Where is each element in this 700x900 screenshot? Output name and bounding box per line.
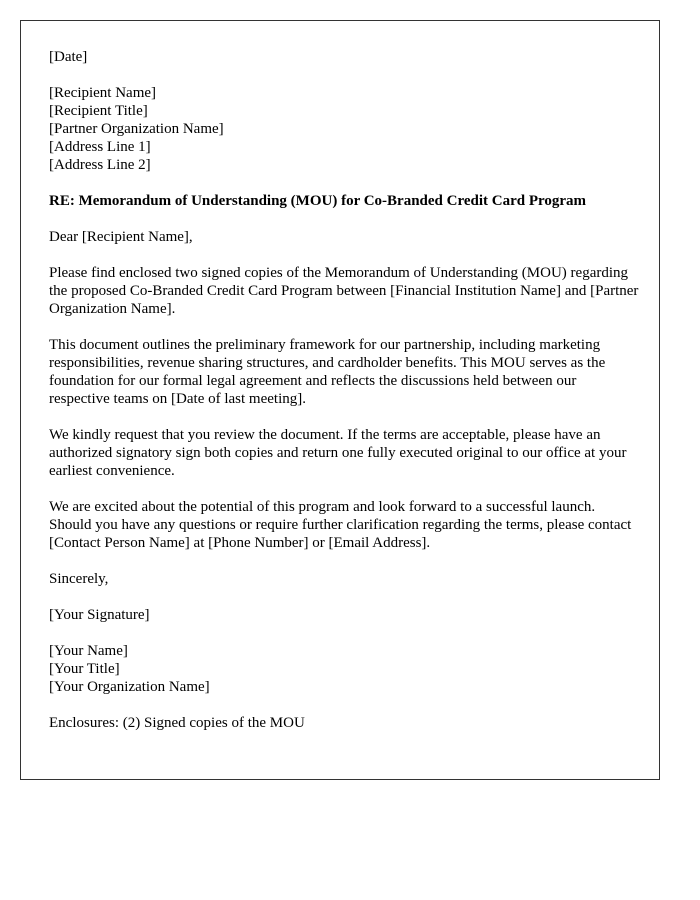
recipient-name: [Recipient Name] <box>49 85 157 101</box>
recipient-address-block <box>49 84 639 174</box>
closing: Sincerely, <box>49 571 109 587</box>
enclosures-line: Enclosures: (2) Signed copies of the MOU <box>49 715 305 731</box>
recipient-address-line-2: [Address Line 2] <box>49 157 151 173</box>
signature-placeholder: [Your Signature] <box>49 607 150 623</box>
letter-page <box>20 20 660 780</box>
sender-name: [Your Name] <box>49 643 128 659</box>
salutation: Dear [Recipient Name], <box>49 229 193 245</box>
sender-title: [Your Title] <box>49 661 120 677</box>
body-paragraph-contact: We are excited about the potential of this program and look forward to a successful launch. Should you have any questions or require further clarification regarding the terms, please contact [Contact Person Name] at [Phone Number] or [Email Address]. <box>49 499 632 551</box>
sender-block <box>49 642 639 696</box>
recipient-title: [Recipient Title] <box>49 103 148 119</box>
date-line <box>49 48 639 66</box>
body-paragraph-enclosed-copies: Please find enclosed two signed copies of the Memorandum of Understanding (MOU) regarding the proposed Co-Branded Credit Card Program between [Financial Institution Name] and [Partner Organization Name]. <box>49 265 639 317</box>
body-paragraph-framework: This document outlines the preliminary framework for our partnership, including marketing responsibilities, revenue sharing structures, and cardholder benefits. This MOU serves as the foundation for our formal legal agreement and reflects the discussions held between our respective teams on [Date of last meeting]. <box>49 337 606 407</box>
recipient-address-line-1: [Address Line 1] <box>49 139 151 155</box>
body-paragraph-review-request: We kindly request that you review the document. If the terms are acceptable, please have an authorized signatory sign both copies and return one fully executed original to our office at your earliest convenience. <box>49 427 627 479</box>
subject-line: RE: Memorandum of Understanding (MOU) for Co-Branded Credit Card Program <box>49 193 587 209</box>
letter-date: [Date] <box>49 49 88 65</box>
recipient-organization: [Partner Organization Name] <box>49 121 224 137</box>
sender-organization: [Your Organization Name] <box>49 679 210 695</box>
letter-body <box>49 48 639 750</box>
